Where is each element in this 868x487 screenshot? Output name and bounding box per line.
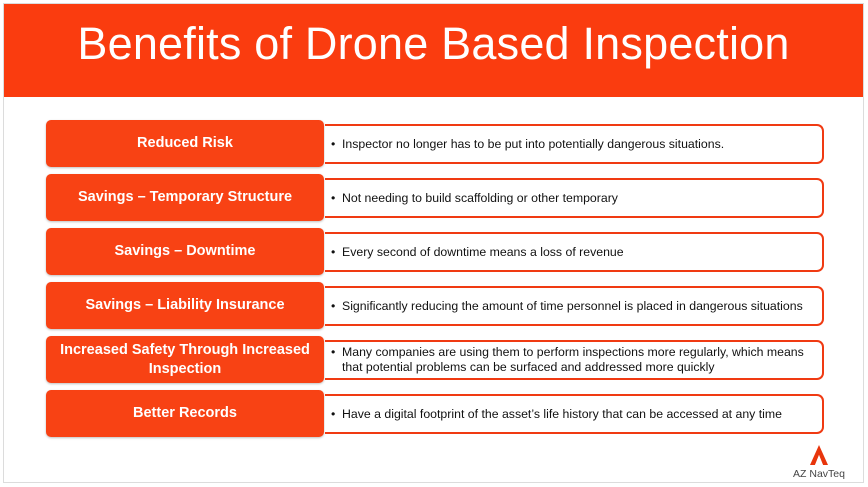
slide-title: Benefits of Drone Based Inspection bbox=[77, 18, 790, 69]
benefit-description-box bbox=[325, 286, 824, 326]
benefit-description: Not needing to build scaffolding or other temporary bbox=[342, 190, 618, 205]
benefit-description-box bbox=[325, 124, 824, 164]
benefit-row bbox=[46, 228, 826, 275]
benefit-description-box bbox=[325, 232, 824, 272]
benefit-label: Savings – Liability Insurance bbox=[46, 282, 324, 329]
benefit-description-box bbox=[325, 178, 824, 218]
benefit-label: Savings – Temporary Structure bbox=[46, 174, 324, 221]
bullet-icon: • bbox=[331, 244, 336, 259]
benefits-list bbox=[46, 120, 826, 444]
benefit-description: Have a digital footprint of the asset’s life history that can be accessed at any time bbox=[342, 406, 782, 421]
benefit-description: Significantly reducing the amount of time personnel is placed in dangerous situations bbox=[342, 298, 803, 313]
benefit-description-box bbox=[325, 394, 824, 434]
bullet-icon: • bbox=[331, 136, 336, 151]
bullet-icon: • bbox=[331, 298, 336, 313]
bullet-icon: • bbox=[331, 406, 336, 421]
benefit-row bbox=[46, 336, 826, 383]
benefit-description: Many companies are using them to perform inspections more regularly, which means that potential problems can be surfaced and addressed more quickly bbox=[342, 345, 804, 374]
slide bbox=[3, 3, 864, 483]
benefit-description: Every second of downtime means a loss of revenue bbox=[342, 244, 624, 259]
bullet-icon: • bbox=[331, 345, 336, 359]
bullet-icon: • bbox=[331, 190, 336, 205]
company-logo bbox=[789, 444, 849, 484]
benefit-row bbox=[46, 282, 826, 329]
benefit-label: Better Records bbox=[46, 390, 324, 437]
benefit-description-box bbox=[325, 340, 824, 380]
benefit-row bbox=[46, 174, 826, 221]
benefit-description: Inspector no longer has to be put into potentially dangerous situations. bbox=[342, 136, 725, 151]
triangle-a-icon bbox=[809, 444, 829, 466]
benefit-row bbox=[46, 390, 826, 437]
benefit-label: Reduced Risk bbox=[46, 120, 324, 167]
company-name: AZ NavTeq bbox=[793, 468, 845, 480]
benefit-row bbox=[46, 120, 826, 167]
title-bar bbox=[4, 4, 863, 97]
benefit-label: Increased Safety Through Increased Inspection bbox=[46, 336, 324, 383]
benefit-label: Savings – Downtime bbox=[46, 228, 324, 275]
